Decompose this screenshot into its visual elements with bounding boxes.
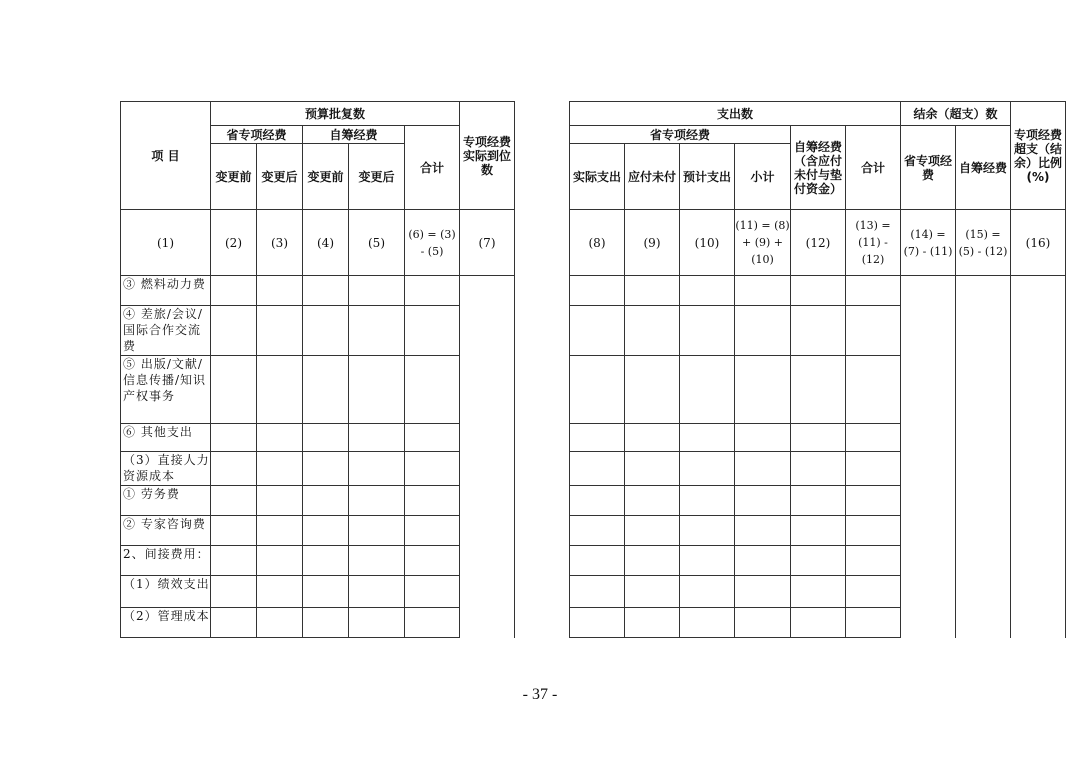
blank-column — [1011, 276, 1066, 638]
data-cell — [257, 452, 303, 486]
data-cell — [735, 546, 791, 576]
data-cell — [846, 576, 901, 608]
data-cell — [405, 608, 460, 638]
data-cell — [349, 452, 405, 486]
table-row-label: （1）绩效支出 — [121, 576, 211, 608]
table-row-label: ① 劳务费 — [121, 486, 211, 516]
formula-cell: (5) — [349, 210, 405, 276]
formula-cell: (14) = (7) - (11) — [901, 210, 956, 276]
data-cell — [625, 576, 680, 608]
formula-cell: (13) = (11) - (12) — [846, 210, 901, 276]
data-cell — [680, 424, 735, 452]
data-cell — [680, 546, 735, 576]
data-cell — [303, 516, 349, 546]
data-cell — [303, 306, 349, 356]
data-cell — [303, 546, 349, 576]
data-cell — [349, 608, 405, 638]
blank-column — [460, 276, 515, 638]
data-cell — [405, 452, 460, 486]
table-row-label: ⑤ 出版/文献/信息传播/知识产权事务 — [121, 356, 211, 424]
estimated-spend-header: 预计支出 — [680, 144, 735, 210]
table-row-label: ③ 燃料动力费 — [121, 276, 211, 306]
balance-group-header: 结余（超支）数 — [901, 102, 1011, 126]
formula-cell: (8) — [570, 210, 625, 276]
data-cell — [405, 486, 460, 516]
data-cell — [257, 424, 303, 452]
budget-group-header: 预算批复数 — [211, 102, 460, 126]
data-cell — [257, 576, 303, 608]
formula-cell: (3) — [257, 210, 303, 276]
data-cell — [625, 276, 680, 306]
data-cell — [846, 486, 901, 516]
data-cell — [570, 424, 625, 452]
table-row-label: （2）管理成本 — [121, 608, 211, 638]
table-row-label: ⑥ 其他支出 — [121, 424, 211, 452]
data-cell — [625, 546, 680, 576]
formula-cell: (7) — [460, 210, 515, 276]
data-cell — [791, 306, 846, 356]
data-cell — [257, 306, 303, 356]
data-cell — [257, 486, 303, 516]
column-gap — [515, 276, 570, 638]
data-cell — [257, 356, 303, 424]
data-cell — [303, 356, 349, 424]
table-row-label: 2、间接费用： — [121, 546, 211, 576]
data-cell — [791, 486, 846, 516]
data-cell — [211, 576, 257, 608]
data-cell — [680, 276, 735, 306]
data-cell — [846, 608, 901, 638]
data-cell — [303, 576, 349, 608]
budget-total-header: 合计 — [405, 126, 460, 210]
data-cell — [680, 356, 735, 424]
province-funds-header: 省专项经费 — [211, 126, 303, 144]
data-cell — [735, 452, 791, 486]
data-cell — [349, 424, 405, 452]
data-cell — [846, 306, 901, 356]
page-number: - 37 - — [522, 686, 558, 703]
data-cell — [791, 356, 846, 424]
expenditure-group-header: 支出数 — [570, 102, 901, 126]
actual-spend-header: 实际支出 — [570, 144, 625, 210]
expenditure-self-header: 自筹经费（含应付未付与垫付资金） — [791, 126, 846, 210]
formula-cell: (12) — [791, 210, 846, 276]
over-ratio-header: 专项经费超支（结余）比例(%) — [1011, 102, 1066, 210]
data-cell — [211, 276, 257, 306]
formula-cell: (9) — [625, 210, 680, 276]
data-cell — [570, 546, 625, 576]
data-cell — [405, 576, 460, 608]
expenditure-total-header: 合计 — [846, 126, 901, 210]
formula-cell: (4) — [303, 210, 349, 276]
data-cell — [791, 452, 846, 486]
data-cell — [349, 576, 405, 608]
table-row-label: ④ 差旅/会议/国际合作交流费 — [121, 306, 211, 356]
data-cell — [735, 276, 791, 306]
data-cell — [846, 516, 901, 546]
data-cell — [570, 516, 625, 546]
data-cell — [303, 424, 349, 452]
arrived-funds-header: 专项经费实际到位数 — [460, 102, 515, 210]
formula-cell: (11) = (8) + (9) + (10) — [735, 210, 791, 276]
data-cell — [303, 486, 349, 516]
province-after-header: 变更后 — [257, 144, 303, 210]
data-cell — [211, 306, 257, 356]
data-cell — [405, 276, 460, 306]
data-cell — [625, 608, 680, 638]
data-cell — [405, 424, 460, 452]
data-cell — [211, 486, 257, 516]
formula-cell: (10) — [680, 210, 735, 276]
table-row-label: （3）直接人力资源成本 — [121, 452, 211, 486]
data-cell — [405, 516, 460, 546]
payable-unpaid-header: 应付未付 — [625, 144, 680, 210]
data-cell — [570, 576, 625, 608]
data-cell — [735, 306, 791, 356]
data-cell — [735, 486, 791, 516]
data-cell — [680, 452, 735, 486]
data-cell — [680, 516, 735, 546]
data-cell — [625, 516, 680, 546]
data-cell — [791, 608, 846, 638]
data-cell — [570, 276, 625, 306]
data-cell — [735, 608, 791, 638]
balance-self-header: 自筹经费 — [956, 126, 1011, 210]
column-gap — [515, 210, 570, 276]
data-cell — [349, 276, 405, 306]
data-cell — [735, 356, 791, 424]
data-cell — [791, 424, 846, 452]
blank-column — [901, 276, 956, 638]
data-cell — [349, 356, 405, 424]
data-cell — [625, 424, 680, 452]
data-cell — [303, 608, 349, 638]
data-cell — [846, 546, 901, 576]
data-cell — [211, 424, 257, 452]
data-cell — [570, 452, 625, 486]
data-cell — [846, 356, 901, 424]
data-cell — [680, 608, 735, 638]
blank-column — [956, 276, 1011, 638]
formula-cell: (2) — [211, 210, 257, 276]
data-cell — [625, 486, 680, 516]
data-cell — [211, 608, 257, 638]
data-cell — [257, 516, 303, 546]
subtotal-header: 小计 — [735, 144, 791, 210]
data-cell — [625, 356, 680, 424]
data-cell — [303, 276, 349, 306]
self-after-header: 变更后 — [349, 144, 405, 210]
data-cell — [570, 356, 625, 424]
expenditure-province-header: 省专项经费 — [570, 126, 791, 144]
data-cell — [846, 452, 901, 486]
data-cell — [735, 516, 791, 546]
data-cell — [570, 306, 625, 356]
data-cell — [570, 608, 625, 638]
data-cell — [625, 306, 680, 356]
data-cell — [257, 608, 303, 638]
data-cell — [211, 452, 257, 486]
data-cell — [625, 452, 680, 486]
table-row-label: ② 专家咨询费 — [121, 516, 211, 546]
data-cell — [211, 356, 257, 424]
data-cell — [349, 546, 405, 576]
data-cell — [735, 576, 791, 608]
self-before-header: 变更前 — [303, 144, 349, 210]
data-cell — [405, 356, 460, 424]
column-gap — [515, 102, 570, 210]
self-funds-header: 自筹经费 — [303, 126, 405, 144]
data-cell — [570, 486, 625, 516]
data-cell — [211, 546, 257, 576]
data-cell — [791, 576, 846, 608]
item-header: 项 目 — [121, 102, 211, 210]
data-cell — [349, 516, 405, 546]
data-cell — [349, 306, 405, 356]
data-cell — [349, 486, 405, 516]
data-cell — [735, 424, 791, 452]
formula-cell: (6) = (3) - (5) — [405, 210, 460, 276]
formula-cell: (16) — [1011, 210, 1066, 276]
province-before-header: 变更前 — [211, 144, 257, 210]
data-cell — [846, 424, 901, 452]
balance-province-header: 省专项经费 — [901, 126, 956, 210]
data-cell — [405, 306, 460, 356]
data-cell — [303, 452, 349, 486]
budget-table — [120, 101, 1066, 638]
data-cell — [257, 276, 303, 306]
formula-cell: (15) = (5) - (12) — [956, 210, 1011, 276]
data-cell — [791, 276, 846, 306]
data-cell — [846, 276, 901, 306]
data-cell — [680, 486, 735, 516]
data-cell — [257, 546, 303, 576]
data-cell — [680, 306, 735, 356]
data-cell — [405, 546, 460, 576]
formula-cell: (1) — [121, 210, 211, 276]
data-cell — [211, 516, 257, 546]
data-cell — [791, 516, 846, 546]
data-cell — [791, 546, 846, 576]
data-cell — [680, 576, 735, 608]
